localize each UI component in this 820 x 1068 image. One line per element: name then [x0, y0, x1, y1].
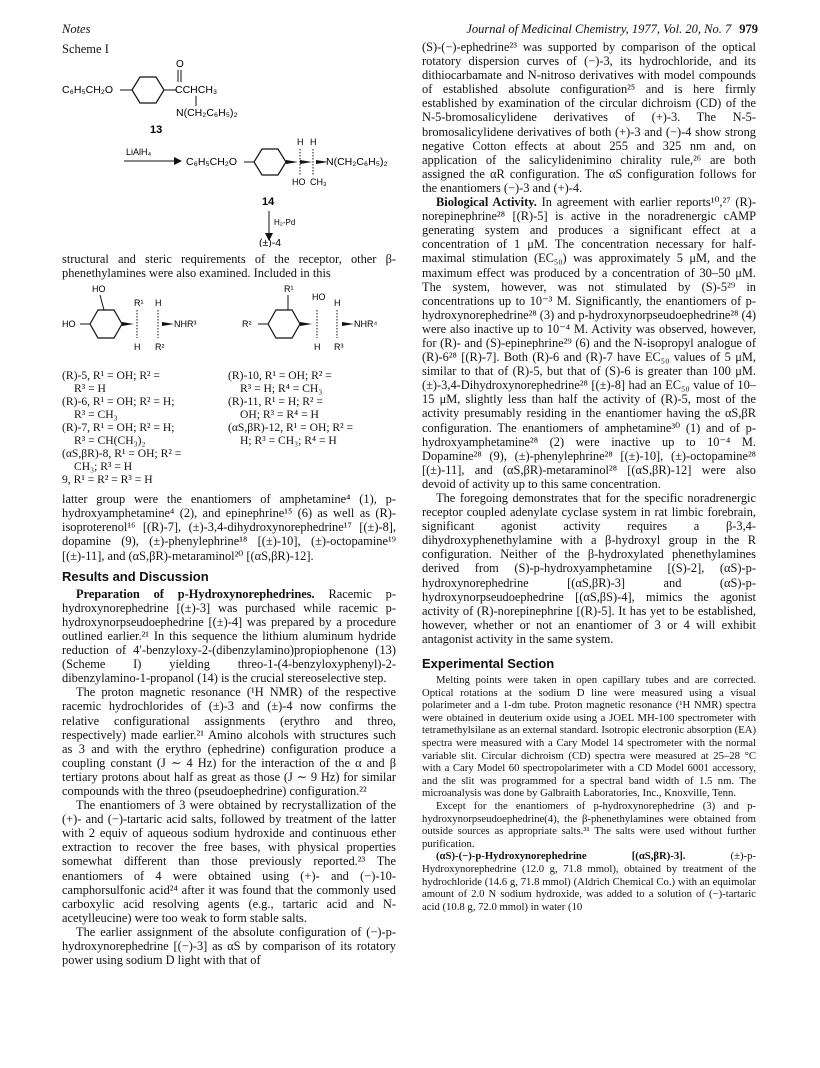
caption-group-a	[62, 369, 222, 486]
c14-ch3: CH₃	[310, 177, 327, 187]
experimental-body	[422, 674, 756, 913]
s2-h: H	[334, 298, 341, 309]
paragraph-text: (±)-p-Hydroxynorephedrine (12.0 g, 71.8 mmol), obtained by treatment of the hydrochloride (14.6 g, 71.8 mmol) (Aldrich Chemical Co.) with an equimolar amount of 2.0 N sodium hydroxide, was added to a solution of (−)-tartaric acid (10.8 g, 72.0 mmol) in water (10	[422, 850, 756, 913]
s1-nhr3: NHR³	[174, 319, 197, 330]
reagent-lialh4: LiAlH₄	[126, 147, 152, 157]
paragraph-enantiomers: The enantiomers of 3 were obtained by recrystallization of the (+)- and (−)-tartaric acid salts, followed by treatment of the latter with 2 equiv of aqueous sodium hydroxide and continuous ether extraction to recover the free bases, with physical properties somewhat different than those previously reported.²³ The enantiomers of 4 were obtained using (+)- and (−)-10-camphorsulfonic acid²⁴ after it was found that the commonly used carboxylic acid resolving agents (e.g., tartaric acid and N-acetylleucine) were too weak to form stable salts.	[62, 798, 396, 925]
caption-line: R³ = CH(CH₃)₂	[74, 434, 146, 448]
c13-left: C₆H₅CH₂O	[62, 84, 114, 96]
caption-line: CH₃; R³ = H	[74, 460, 133, 474]
product-label: (±)-4	[259, 237, 282, 247]
caption-line: R³ = H; R⁴ = CH₃	[240, 382, 323, 396]
c14-left: C₆H₅CH₂O	[186, 156, 238, 168]
s1-ho-left: HO	[62, 319, 76, 330]
compound-14-label: 14	[262, 196, 275, 208]
caption-line: (R)-11, R¹ = H; R² =	[228, 395, 323, 409]
running-header-left: Notes	[62, 22, 91, 36]
scheme-title: Scheme I	[62, 42, 109, 56]
paragraph-sources: Except for the enantiomers of p-hydroxynorephedrine (3) and p-hydroxynorpseudoephedrine(4), the β-phenethylamines were obtained from outside sources as appropriate salts.³¹ The salts were used without further purification.	[422, 799, 756, 850]
scheme-1-diagram	[62, 57, 396, 247]
paragraph-cd: (S)-(−)-ephedrine²³ was supported by comparison of the optical rotatory dispersion curves of (−)-3, its hydrochloride, and its dithiocarbamate and N-nitroso derivatives with model compounds of established absolute configuration²⁵ and is here firmly established by examination of the circular dichroism (CD) of the N-5-bromosalicylidene derivatives of (+)-3. The N-5-bromosalicylidene derivatives of both (+)-3 and (−)-4 show strong negative Cotton effects at about 255 and 325 nm and, on application of the salicylidenimino chirality rule,²⁶ are both assigned the αR configuration. The αS configuration follows for the enantiomers (−)-3 and (+)-4.	[422, 40, 756, 195]
caption-line: 9, R¹ = R² = R³ = H	[62, 473, 153, 487]
c13-right: CCHCH₃	[175, 84, 218, 96]
s2-r3: R³	[334, 342, 344, 353]
run-in-heading: (αS)-(−)-p-Hydroxynorephedrine [(αS,βR)-3].	[436, 850, 686, 863]
structure-captions	[62, 369, 396, 486]
s1-h: H	[155, 298, 162, 309]
paragraph-configuration: The earlier assignment of the absolute configuration of (−)-p-hydroxynorephedrine [(−)-3] as αS by comparison of its rotatory power using sodium D light with that of	[62, 924, 396, 968]
journal-citation: Journal of Medicinal Chemistry, 1977, Vol. 20, No. 7	[466, 22, 732, 36]
c14-h2: H	[310, 137, 317, 147]
run-in-heading: Preparation of p-Hydroxynorephedrines.	[76, 586, 315, 601]
s2-r1: R¹	[284, 284, 294, 295]
caption-group-b	[228, 369, 396, 486]
run-in-heading: Biological Activity.	[436, 195, 537, 210]
c14-h1: H	[297, 137, 304, 147]
paragraph-text: In agreement with earlier reports¹⁰,²⁷ (R)-norepinephrine²⁸ [(R)-5] is active in the noradrenergic cAMP generating system and produces a significant effect at a concentration of 1 μM. The concentration necessary for half-maximal stimulation (EC₅₀) was approximately 5 μM, and the maximum effect was produced by a concentration of 30–50 μM. The system, however, was not stimulated by (S)-5²⁹ in concentrations up to 10⁻³ M. Significantly, the enantiomers of p-hydroxynorephedrine²⁸ (3) and p-hydroxynorpseudoephedrine²⁸ (4) were also inactive up to 10⁻⁴ M. Activity was observed, however, for (R)- and (S)-epinephrine²⁹ (6) and the N-isopropyl analogue of (R)-6²⁸ [(R)-7]. Both (R)-6 and (R)-7 have EC₅₀ values of 5 μM, similar to that of (R)-5, but that of (S)-6 is greater than 100 μM. (±)-3,4-Dihydroxynorephedrine²⁸ [(±)-8] had an EC₅₀ value of 10–15 μM, slightly less than half the activity of (R)-5, most of the activity presumably residing in the enantiomer having the αS,βR configuration. The enantiomers of amphetamine³⁰ (1) and of p-hydroxyamphetamine²⁸ (2) were inactive up to 10⁻⁴ M. Dopamine²⁸ (9), (±)-phenylephrine²⁸ [(±)-10], (±)-octopamine²⁸ [(±)-11], and (αS,βR)-metaraminol²⁸ [(αS,βR)-12] were also devoid of activity up to this same concentration.	[422, 195, 756, 491]
caption-line: OH; R³ = R⁴ = H	[240, 408, 319, 422]
section-heading-experimental: Experimental Section	[422, 656, 555, 672]
caption-line: (αS,βR)-12, R¹ = OH; R² =	[228, 421, 354, 435]
section-heading-results: Results and Discussion	[62, 568, 209, 584]
caption-line: (R)-7, R¹ = OH; R² = H;	[62, 421, 175, 435]
paragraph-compounds: latter group were the enantiomers of amphetamine⁴ (1), p-hydroxyamphetamine⁴ (2), and epinephrine¹⁵ (6) as well as (R)-isoproterenol¹⁶ [(R)-7], (±)-3,4-dihydroxynorephedrine¹⁷ [(±)-8], dopamine (9), (±)-phenylephrine¹⁸ [(±)-10], (±)-octopamine¹⁹ [(±)-11], and (αS,βR)-metaraminol²⁰ [(αS,βR)-12].	[62, 492, 396, 563]
page-number: 979	[739, 22, 758, 36]
c13-o: O	[176, 59, 184, 70]
caption-line: (R)-10, R¹ = OH; R² =	[228, 369, 332, 383]
caption-line: R³ = H	[74, 382, 106, 396]
paragraph-intro: structural and steric requirements of the receptor, other β-phenethylamines were also examined. Included in this	[62, 252, 396, 281]
caption-line: (R)-6, R¹ = OH; R² = H;	[62, 395, 175, 409]
reagent-h2pd: H₂-Pd	[274, 218, 296, 227]
c14-ho: HO	[292, 177, 306, 187]
s2-nhr4: NHR⁴	[354, 319, 378, 330]
running-header-right	[466, 22, 758, 37]
caption-line: (αS,βR)-8, R¹ = OH; R² =	[62, 447, 182, 461]
paragraph-nmr: The proton magnetic resonance (¹H NMR) of the respective racemic hydrochlorides of (±)-3 and (±)-4 now confirms the relative configurational assignments (erythro and threo, respectively) made earlier.²¹ Amino alcohols with structures such as 3 and with the erythro (ephedrine) configuration produce a coupling constant (J ∼ 4 Hz) for the interaction of the α and β tertiary protons about half as great as those (J ∼ 9 Hz) for similar compounds with the threo (pseudoephedrine) configuration.²²	[62, 685, 396, 798]
paragraph-biological	[422, 195, 756, 491]
phenethylamine-structures	[62, 280, 396, 362]
right-column	[422, 40, 756, 913]
paragraph-conclusion: The foregoing demonstrates that for the specific noradrenergic receptor coupled adenylate cyclase system in rat limbic forebrain, significant agonist activity requires a β-3,4-dihydroxyphenethylamine with a β-hydroxyl group in the R configuration. Neither of the β-hydroxylated phenethylamines derived from (S)-p-hydroxyamphetamine [(S)-2], (αS)-p-hydroxynorephedrine [(αS,βR)-3] and (αS)-p-hydroxynorpseudoephedrine [(αS,βS)-4], mimics the agonist activity of (R)-norepinephrine [(R)-5]. It has yet to be established, however, whether or not an enantiomer of 3 or 4 will exhibit antagonist activity in the same system.	[422, 491, 756, 646]
s2-r2: R²	[242, 319, 252, 330]
s2-ho: HO	[312, 292, 326, 303]
s1-r1: R¹	[134, 298, 144, 309]
caption-line: (R)-5, R¹ = OH; R² =	[62, 369, 160, 383]
paragraph-methods: Melting points were taken in open capillary tubes and are corrected. Optical rotations at the sodium D line were measured using a visual polarimeter and a 1-dm tube. Proton magnetic resonance (¹H NMR) spectra were obtained in deuterium oxide using a JOEL MH-100 spectrometer with tetramethylsilane as an external standard. Isotropic electronic absorption (EA) spectra were measured with a Cary Model 14 spectrometer with the normal variable slit. Circular dichroism (CD) spectra were measured at 25–28 °C with a Cary Model 60 spectropolarimeter with a CD Model 6001 accessory, and the slit was programmed for a spectral band width of 1.5 nm. The microanalysis was done by Galbraith Laboratories, Inc., Knoxville, Tenn.	[422, 674, 756, 800]
compound-13-label: 13	[150, 124, 163, 136]
caption-line: H; R³ = CH₃; R⁴ = H	[240, 434, 337, 448]
paragraph-text: Racemic p-hydroxynorephedrine [(±)-3] was purchased while racemic p-hydroxynorpseudoephedrine [(±)-4] was prepared by a procedure outlined earlier.²¹ In this sequence the lithium aluminum hydride reduction of 4′-benzyloxy-2-(dibenzylamino)propiophenone (13) (Scheme I) yielding threo-1-(4-benzyloxyphenyl)-2-dibenzylamino-1-propanol (14) is the crucial stereoselective step.	[62, 586, 396, 686]
s2-h-bottom: H	[314, 342, 321, 353]
left-column	[62, 40, 396, 967]
s1-h-bottom: H	[134, 342, 141, 353]
paragraph-preparation	[62, 587, 396, 686]
s1-r2: R²	[155, 342, 165, 353]
caption-line: R³ = CH₃	[74, 408, 118, 422]
c14-right: N(CH₂C₆H₅)₂	[326, 156, 388, 168]
s1-ho-top: HO	[92, 284, 106, 295]
c13-amine: N(CH₂C₆H₅)₂	[176, 107, 238, 119]
paragraph-procedure	[422, 850, 756, 913]
